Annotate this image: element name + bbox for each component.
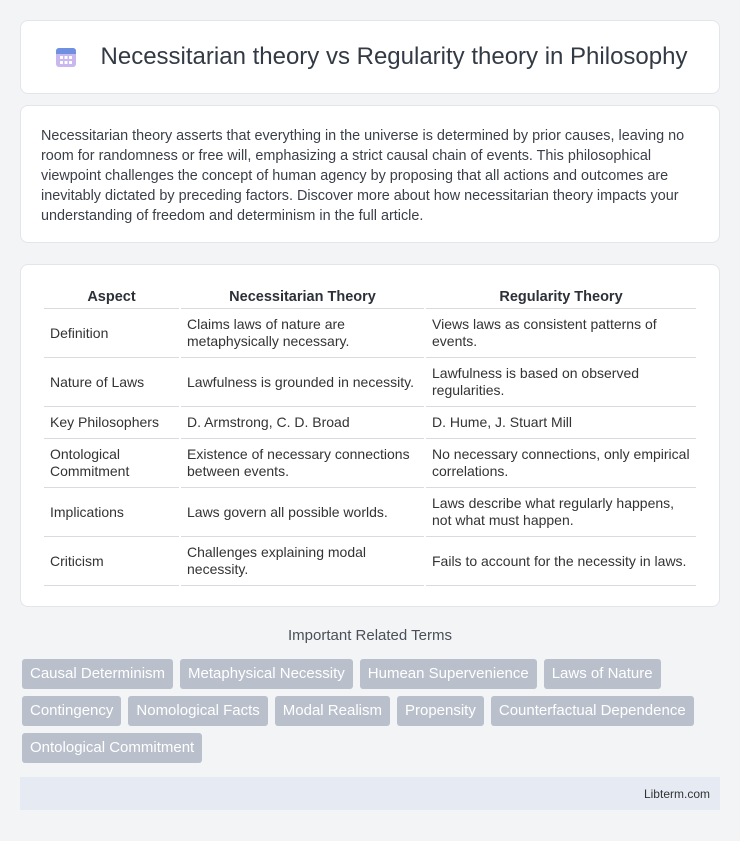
related-terms-list	[22, 659, 722, 770]
table-cell-aspect: Key Philosophers	[44, 407, 179, 439]
table-row	[44, 537, 696, 586]
table-cell-necessitarian: Lawfulness is grounded in necessity.	[181, 358, 424, 407]
table-cell-aspect: Nature of Laws	[44, 358, 179, 407]
table-cell-regularity: D. Hume, J. Stuart Mill	[426, 407, 696, 439]
term-tag-counterfactual-dependence[interactable]: Counterfactual Dependence	[491, 696, 694, 726]
page-title: Necessitarian theory vs Regularity theory in Philosophy	[100, 43, 688, 70]
table-cell-regularity: Laws describe what regularly happens, not what must happen.	[426, 488, 696, 537]
table-row	[44, 309, 696, 358]
table-cell-aspect: Ontological Commitment	[44, 439, 179, 488]
table-cell-necessitarian: Challenges explaining modal necessity.	[181, 537, 424, 586]
column-header-regularity: Regularity Theory	[426, 286, 696, 309]
table-cell-regularity: Fails to account for the necessity in laws.	[426, 537, 696, 586]
column-header-aspect: Aspect	[44, 286, 179, 309]
table-row	[44, 488, 696, 537]
term-tag-propensity[interactable]: Propensity	[397, 696, 484, 726]
term-tag-laws-of-nature[interactable]: Laws of Nature	[544, 659, 661, 689]
calendar-icon	[53, 44, 79, 70]
table-cell-regularity: Views laws as consistent patterns of events.	[426, 309, 696, 358]
table-cell-necessitarian: Laws govern all possible worlds.	[181, 488, 424, 537]
table-cell-necessitarian: D. Armstrong, C. D. Broad	[181, 407, 424, 439]
table-row	[44, 358, 696, 407]
table-cell-necessitarian: Existence of necessary connections between events.	[181, 439, 424, 488]
term-tag-modal-realism[interactable]: Modal Realism	[275, 696, 390, 726]
table-row	[44, 407, 696, 439]
footer-site-link[interactable]: Libterm.com	[643, 787, 710, 801]
term-tag-contingency[interactable]: Contingency	[22, 696, 121, 726]
intro-text: Necessitarian theory asserts that everything in the universe is determined by prior causes, leaving no room for randomness or free will, emphasizing a strict causal chain of events. This philosophical viewpoint challenges the concept of human agency by proposing that all actions and outcomes are inevitably dictated by preceding factors. Discover more about how necessitarian theory impacts your understanding of freedom and determinism in the full article.	[41, 128, 685, 224]
related-terms-heading: Important Related Terms	[288, 627, 452, 644]
table-cell-regularity: No necessary connections, only empirical correlations.	[426, 439, 696, 488]
term-tag-metaphysical-necessity[interactable]: Metaphysical Necessity	[180, 659, 353, 689]
comparison-table	[42, 286, 698, 586]
table-header-row	[44, 286, 696, 309]
table-row	[44, 439, 696, 488]
term-tag-humean-supervenience[interactable]: Humean Supervenience	[360, 659, 537, 689]
column-header-necessitarian: Necessitarian Theory	[181, 286, 424, 309]
footer	[20, 777, 720, 810]
table-cell-regularity: Lawfulness is based on observed regularities.	[426, 358, 696, 407]
table-cell-aspect: Criticism	[44, 537, 179, 586]
intro-card	[20, 105, 720, 243]
header-card	[20, 20, 720, 94]
table-cell-necessitarian: Claims laws of nature are metaphysically necessary.	[181, 309, 424, 358]
term-tag-nomological-facts[interactable]: Nomological Facts	[128, 696, 267, 726]
term-tag-causal-determinism[interactable]: Causal Determinism	[22, 659, 173, 689]
table-cell-aspect: Implications	[44, 488, 179, 537]
term-tag-ontological-commitment[interactable]: Ontological Commitment	[22, 733, 202, 763]
table-cell-aspect: Definition	[44, 309, 179, 358]
comparison-card	[20, 264, 720, 607]
